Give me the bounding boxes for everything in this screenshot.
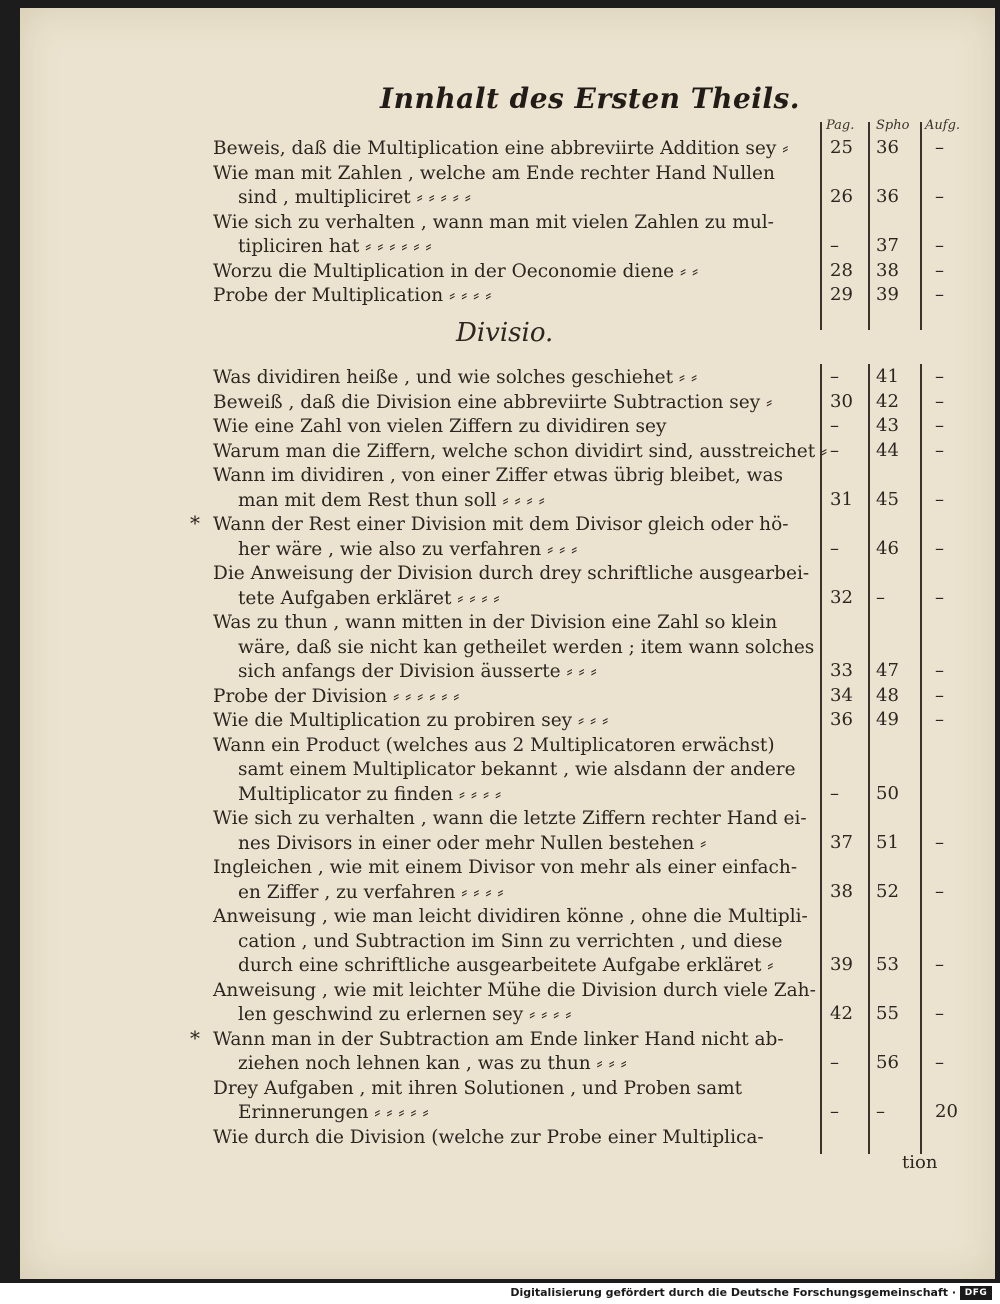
page-ref-spho: 41	[876, 366, 899, 387]
column-rule	[820, 122, 822, 330]
entry-line: Drey Aufgaben , mit ihren Solutionen , und Proben samt	[213, 1077, 743, 1099]
entry-line: Ingleichen , wie mit einem Divisor von mehr als einer einfach-	[213, 857, 798, 878]
page-ref-aufg: –	[935, 1052, 944, 1073]
page-ref-aufg: –	[935, 137, 944, 158]
entry-line: Wie sich zu verhalten , wann die letzte Ziffern rechter Hand ei-	[213, 808, 807, 829]
page-ref-aufg: –	[935, 831, 944, 853]
page-ref-pag: –	[830, 1052, 839, 1073]
entry-line: Wann man in der Subtraction am Ende linker Hand nicht ab-	[213, 1028, 784, 1050]
column-rule	[868, 122, 870, 330]
entry-line: Was dividiren heiße , und wie solches geschiehet ⸗ ⸗	[213, 367, 698, 388]
page-ref-pag: 39	[830, 954, 853, 975]
page-ref-spho: 38	[876, 259, 899, 281]
column-header-spho: Spho	[876, 118, 910, 133]
page-ref-spho: 45	[876, 488, 899, 510]
page-ref-spho: 46	[876, 537, 899, 559]
page-ref-aufg: –	[935, 284, 944, 305]
page-ref-spho: 49	[876, 709, 899, 730]
page-ref-spho: 36	[876, 137, 899, 158]
entry-line: Wann der Rest einer Division mit dem Divisor gleich oder hö-	[213, 514, 789, 535]
page-ref-spho: –	[876, 586, 885, 608]
dfg-logo-icon: DFG	[960, 1286, 992, 1300]
entry-line: len geschwind zu erlernen sey ⸗ ⸗ ⸗ ⸗	[238, 1004, 572, 1025]
page-ref-aufg: –	[935, 684, 944, 706]
page-ref-spho: 37	[876, 235, 899, 256]
page-ref-pag: 25	[830, 137, 853, 158]
page-ref-spho: 43	[876, 415, 899, 436]
entry-line: Wie sich zu verhalten , wann man mit vielen Zahlen zu mul-	[213, 211, 774, 233]
digitization-footer	[0, 1283, 1000, 1304]
entry-line: Wie man mit Zahlen , welche am Ende rechter Hand Nullen	[213, 162, 775, 184]
entry-line: sich anfangs der Division äusserte ⸗ ⸗ ⸗	[238, 661, 597, 682]
entry-line: cation , und Subtraction im Sinn zu verrichten , und diese	[238, 930, 783, 952]
entry-line: tete Aufgaben erkläret ⸗ ⸗ ⸗ ⸗	[238, 587, 500, 609]
catchword: tion	[902, 1152, 938, 1173]
column-rule	[920, 364, 922, 1154]
column-header-aufg: Aufg.	[925, 118, 961, 133]
entry-line: Wie eine Zahl von vielen Ziffern zu dividiren sey	[213, 416, 667, 437]
entry-line: sind , multipliciret ⸗ ⸗ ⸗ ⸗ ⸗	[238, 187, 471, 208]
page-ref-spho: 44	[876, 439, 899, 461]
asterisk-marker: *	[190, 511, 200, 535]
page-ref-pag: 32	[830, 586, 853, 608]
page-ref-aufg: 20	[935, 1101, 958, 1122]
entry-line: Warum man die Ziffern, welche schon dividirt sind, ausstreichet ⸗	[213, 440, 828, 462]
page-ref-pag: –	[830, 1101, 839, 1122]
page-ref-spho: 42	[876, 390, 899, 412]
division-heading: Divisio.	[456, 318, 554, 348]
page-ref-pag: –	[830, 439, 839, 461]
page-ref-aufg: –	[935, 537, 944, 559]
entry-line: Anweisung , wie mit leichter Mühe die Division durch viele Zah-	[213, 979, 816, 1001]
page-ref-pag: –	[830, 415, 839, 436]
page-ref-pag: 38	[830, 880, 853, 902]
page-ref-pag: 33	[830, 660, 853, 681]
page-ref-aufg: –	[935, 186, 944, 207]
page-ref-aufg: –	[935, 586, 944, 608]
asterisk-marker: *	[190, 1025, 200, 1050]
page-ref-pag: –	[830, 537, 839, 559]
page-ref-pag: 34	[830, 684, 853, 706]
entry-line: Anweisung , wie man leicht dividiren könne , ohne die Multipli-	[213, 906, 808, 927]
entry-line: nes Divisors in einer oder mehr Nullen bestehen ⸗	[238, 832, 707, 854]
page-ref-pag: 36	[830, 709, 853, 730]
page-ref-spho: 51	[876, 831, 899, 853]
entry-line: Beweiß , daß die Division eine abbreviirte Subtraction sey ⸗	[213, 391, 773, 413]
entry-line: Wie durch die Division (welche zur Probe einer Multiplica-	[213, 1126, 764, 1148]
entry-line: her wäre , wie also zu verfahren ⸗ ⸗ ⸗	[238, 538, 578, 560]
page-ref-aufg: –	[935, 415, 944, 436]
page-ref-spho: –	[876, 1101, 885, 1122]
page-ref-aufg: –	[935, 235, 944, 256]
page-ref-aufg: –	[935, 488, 944, 510]
page-ref-pag: –	[830, 366, 839, 387]
footer-credit: Digitalisierung gefördert durch die Deutsche Forschungsgemeinschaft ·	[510, 1286, 956, 1299]
entry-line: Die Anweisung der Division durch drey schriftliche ausgearbei-	[213, 563, 810, 584]
page-ref-aufg: –	[935, 880, 944, 902]
page-title: Innhalt des Ersten Theils.	[380, 82, 801, 115]
page-ref-aufg: –	[935, 259, 944, 281]
entry-line: Probe der Division ⸗ ⸗ ⸗ ⸗ ⸗ ⸗	[213, 685, 460, 707]
page-ref-pag: 31	[830, 488, 853, 510]
page-ref-aufg: –	[935, 1003, 944, 1024]
entry-line: durch eine schriftliche ausgearbeitete Aufgabe erkläret ⸗	[238, 955, 774, 976]
page-ref-aufg: –	[935, 954, 944, 975]
page-ref-spho: 50	[876, 782, 899, 804]
page-ref-pag: 28	[830, 259, 853, 281]
page-ref-aufg: –	[935, 439, 944, 461]
column-header-pag: Pag.	[826, 118, 855, 133]
page-ref-spho: 56	[876, 1052, 899, 1073]
page-ref-spho: 53	[876, 954, 899, 975]
column-rule	[868, 364, 870, 1154]
column-rule	[820, 364, 822, 1154]
entry-line: Multiplicator zu finden ⸗ ⸗ ⸗ ⸗	[238, 783, 502, 805]
entry-line: tipliciren hat ⸗ ⸗ ⸗ ⸗ ⸗ ⸗	[238, 236, 432, 257]
page-ref-pag: 29	[830, 284, 853, 305]
entry-line: Was zu thun , wann mitten in der Division eine Zahl so klein	[213, 612, 778, 633]
page-ref-pag: 30	[830, 390, 853, 412]
entry-line: man mit dem Rest thun soll ⸗ ⸗ ⸗ ⸗	[238, 489, 545, 511]
page-ref-pag: 26	[830, 186, 853, 207]
entry-line: Worzu die Multiplication in der Oeconomie diene ⸗ ⸗	[213, 260, 699, 282]
page-ref-aufg: –	[935, 366, 944, 387]
page-ref-pag: 37	[830, 831, 853, 853]
entry-line: ziehen noch lehnen kan , was zu thun ⸗ ⸗ ⸗	[238, 1053, 627, 1074]
page-ref-pag: –	[830, 782, 839, 804]
entry-line: en Ziffer , zu verfahren ⸗ ⸗ ⸗ ⸗	[238, 881, 504, 903]
entry-line: Wann ein Product (welches aus 2 Multiplicatoren erwächst)	[213, 734, 775, 756]
page-ref-pag: 42	[830, 1003, 853, 1024]
page-ref-spho: 55	[876, 1003, 899, 1024]
page-ref-aufg: –	[935, 709, 944, 730]
column-rule	[920, 122, 922, 330]
entry-line: wäre, daß sie nicht kan getheilet werden ; item wann solches	[238, 636, 815, 658]
page-ref-aufg: –	[935, 390, 944, 412]
entry-line: samt einem Multiplicator bekannt , wie alsdann der andere	[238, 759, 796, 780]
page-ref-aufg: –	[935, 660, 944, 681]
entry-line: Erinnerungen ⸗ ⸗ ⸗ ⸗ ⸗	[238, 1102, 429, 1123]
page-ref-spho: 36	[876, 186, 899, 207]
entry-line: Wie die Multiplication zu probiren sey ⸗ ⸗ ⸗	[213, 710, 609, 731]
entry-line: Beweis, daß die Multiplication eine abbreviirte Addition sey ⸗	[213, 138, 789, 159]
entry-line: Wann im dividiren , von einer Ziffer etwas übrig bleibet, was	[213, 465, 783, 486]
page-ref-spho: 52	[876, 880, 899, 902]
page-ref-spho: 47	[876, 660, 899, 681]
page-ref-pag: –	[830, 235, 839, 256]
page-ref-spho: 48	[876, 684, 899, 706]
page-ref-spho: 39	[876, 284, 899, 305]
entry-line: Probe der Multiplication ⸗ ⸗ ⸗ ⸗	[213, 285, 492, 306]
